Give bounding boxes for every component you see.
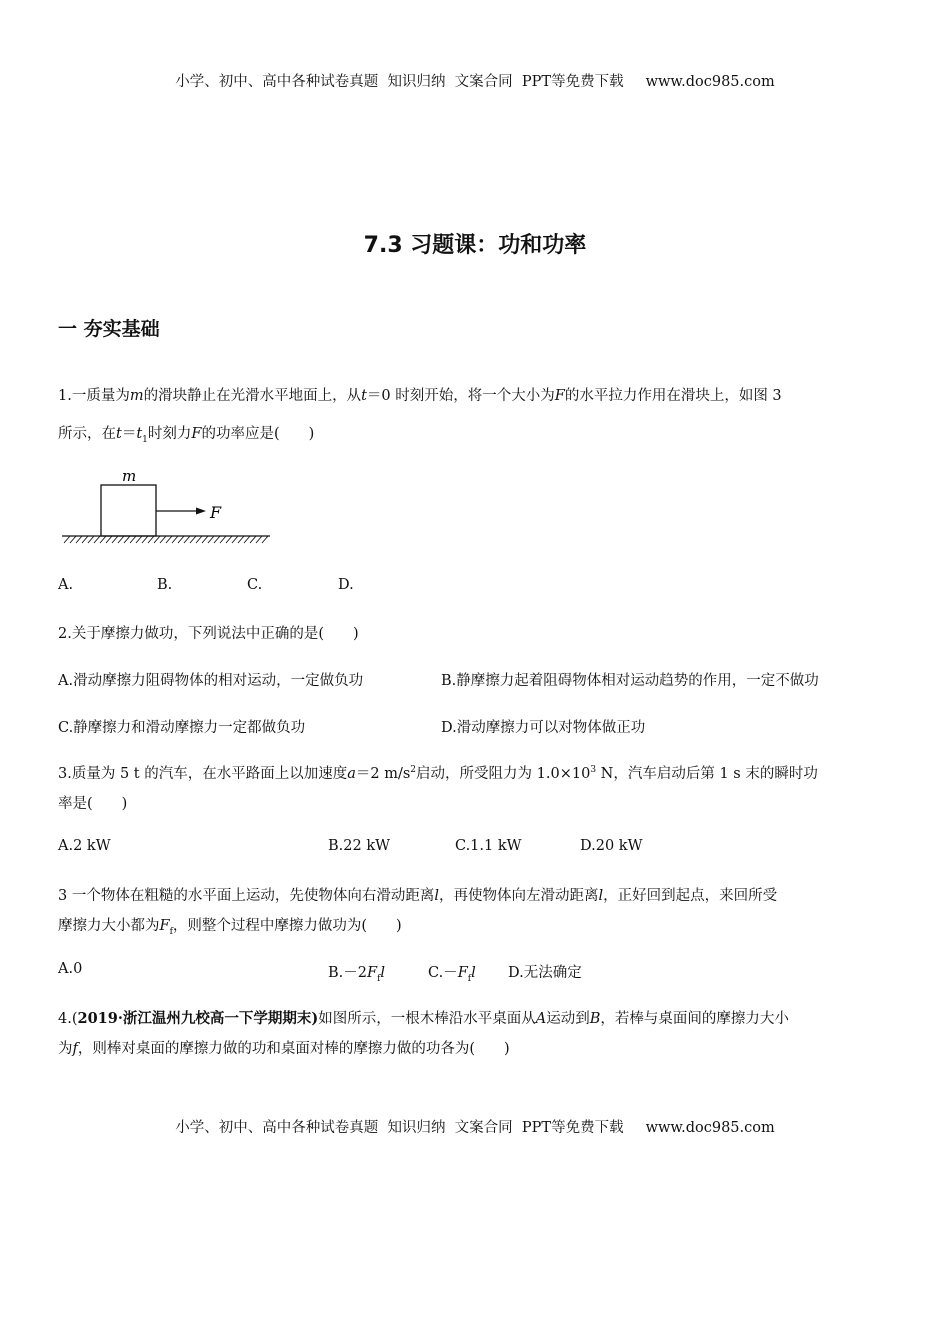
q1-figure xyxy=(60,464,275,548)
header-url[interactable]: www.doc985.com xyxy=(645,74,775,90)
q1-option-a[interactable]: A. xyxy=(58,577,74,593)
q2-option-a[interactable]: A.滑动摩擦力阻碍物体的相对运动，一定做负功 xyxy=(58,673,364,689)
force-label: F xyxy=(210,503,222,522)
q3-line1: 3.质量为 5 t 的汽车，在水平路面上以加速度a＝2 $m/s^2$启动，所受阻力为 $1.0\times 10^3$ N，汽车启动后第 1 s 末的瞬时功 xyxy=(58,765,818,782)
q2-option-b[interactable]: B.静摩擦力起着阻碍物体相对运动趋势的作用，一定不做功 xyxy=(441,673,819,689)
q1-line2: 所示，在$t=t_1$时刻力F的功率应是( ) xyxy=(58,426,315,445)
q2-option-d[interactable]: D.滑动摩擦力可以对物体做正功 xyxy=(441,720,646,736)
q3-option-b[interactable]: B.22 kW xyxy=(328,838,391,854)
q3b-option-b[interactable]: $B.-2F_fl$ xyxy=(328,965,386,984)
q2-stem: 2.关于摩擦力做功，下列说法中正确的是( ) xyxy=(58,626,359,642)
q1-option-c[interactable]: C. xyxy=(247,577,263,593)
q4-line2: 为f，则棒对桌面的摩擦力做的功和桌面对棒的摩擦力做的功各为( ) xyxy=(58,1041,510,1057)
page-footer xyxy=(0,1116,950,1137)
q4-line1: 4.(2019·浙江温州九校高一下学期期末)如图所示，一根木棒沿水平桌面从A运动到B，若棒与桌面间的摩擦力大小 xyxy=(58,1010,789,1027)
q3b-option-d[interactable]: D.无法确定 xyxy=(508,965,582,981)
q3-option-c[interactable]: C.1.1 kW xyxy=(455,838,522,854)
q1-option-d[interactable]: D. xyxy=(338,577,354,593)
mass-label: m xyxy=(122,467,137,485)
ground-hatching xyxy=(64,536,268,543)
q3b-option-c[interactable]: $C.-F_fl$ xyxy=(428,965,476,984)
page-title: 7.3 习题课：功和功率 xyxy=(363,233,587,258)
q3b-line1: 3 一个物体在粗糙的水平面上运动，先使物体向右滑动距离l，再使物体向左滑动距离l，正好回到起点，来回所受 xyxy=(58,888,778,904)
section-heading: 一 夯实基础 xyxy=(58,318,160,340)
force-arrowhead xyxy=(196,508,206,515)
q3-option-d[interactable]: D.20 kW xyxy=(580,838,643,854)
q3b-option-a[interactable]: A.0 xyxy=(58,961,83,977)
q3b-line2: 摩擦力大小都为$F_f$，则整个过程中摩擦力做功为( ) xyxy=(58,918,402,937)
footer-text: 小学、初中、高中各种试卷真题 知识归纳 文案合同 PPT等免费下载 xyxy=(175,1120,624,1136)
q1-option-b[interactable]: B. xyxy=(157,577,173,593)
footer-url[interactable]: www.doc985.com xyxy=(645,1120,775,1136)
block-shape xyxy=(101,485,156,536)
header-text: 小学、初中、高中各种试卷真题 知识归纳 文案合同 PPT等免费下载 xyxy=(175,74,624,90)
q3-option-a[interactable]: A.2 kW xyxy=(58,838,111,854)
q2-option-c[interactable]: C.静摩擦力和滑动摩擦力一定都做负功 xyxy=(58,720,306,736)
page-header xyxy=(0,70,950,91)
q1-line1: 1.一质量为m的滑块静止在光滑水平地面上，从t＝0 时刻开始，将一个大小为F的水平拉力作用在滑块上，如图 3 xyxy=(58,388,782,404)
q3-line2: 率是( ) xyxy=(58,796,128,812)
